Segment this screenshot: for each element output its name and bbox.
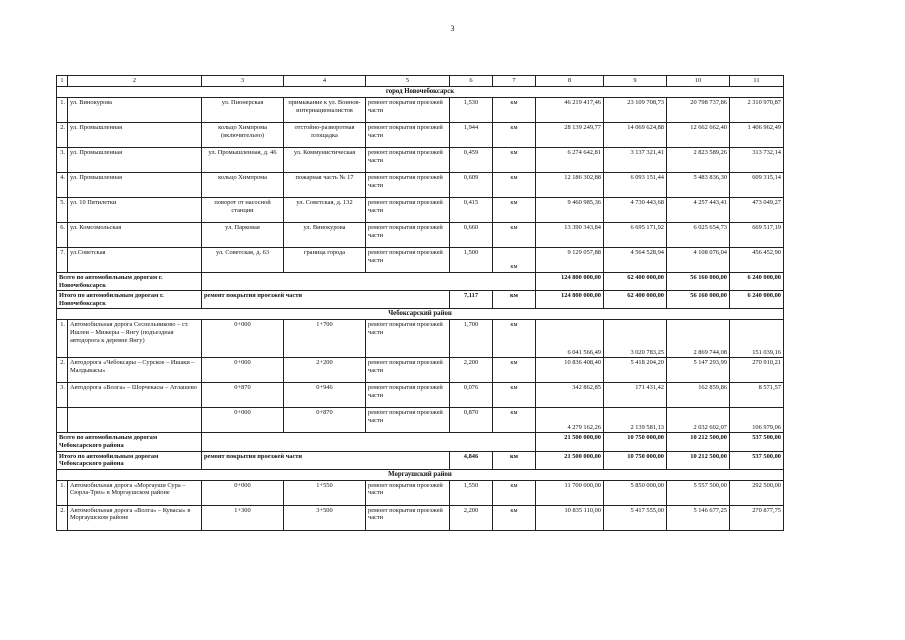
work-type: ремонт покрытия проезжей части [366,358,450,383]
segment-start: 0+000 [202,408,284,433]
table-row [57,248,784,273]
row-number: 1. [57,480,68,505]
segment-end: 2+200 [284,358,366,383]
federal-amount: 5 418 204,20 [604,358,667,383]
federal-amount: 14 069 624,88 [604,123,667,148]
segment-end: 0+946 [284,383,366,408]
section-title: Моргаушский район [57,469,784,480]
road-name: ул. Промышленная [68,173,202,198]
total-amount: 46 219 417,46 [536,98,604,123]
row-number [57,408,68,433]
grand-total-total: 124 800 000,00 [536,291,604,309]
table-row [57,148,784,173]
segment-start: 0+000 [202,358,284,383]
column-number: 4 [284,76,366,87]
length: 1,700 [450,320,493,358]
segment-start: кольцо Химпрома (включительно) [202,123,284,148]
total-amount: 11 700 000,00 [536,480,604,505]
subtotal-republic: 56 160 000,00 [667,273,730,291]
subtotal-label: Всего по автомобильным дорогам г. Новочебоксарск [57,273,202,291]
road-name: ул. Винокурова [68,98,202,123]
total-amount: 4 279 162,26 [536,408,604,433]
unit: км [493,505,536,530]
work-type: ремонт покрытия проезжей части [366,408,450,433]
row-number: 2. [57,505,68,530]
table-row [57,173,784,198]
segment-end: ул. Коммунистическая [284,148,366,173]
total-amount: 10 836 408,40 [536,358,604,383]
row-number: 4. [57,173,68,198]
federal-amount: 3 020 783,25 [604,320,667,358]
federal-amount: 5 850 000,00 [604,480,667,505]
republic-amount: 5 483 836,30 [667,173,730,198]
republic-amount: 4 257 443,41 [667,198,730,223]
republic-amount: 5 146 677,25 [667,505,730,530]
federal-amount: 4 564 528,94 [604,248,667,273]
table-row [57,98,784,123]
unit: км [493,320,536,358]
municipal-amount: 151 039,16 [730,320,784,358]
road-name: ул.Советская [68,248,202,273]
unit: км [493,480,536,505]
republic-amount: 162 859,86 [667,383,730,408]
empty-cell [202,273,536,291]
federal-amount: 3 137 321,41 [604,148,667,173]
total-amount: 28 139 249,77 [536,123,604,148]
column-number: 10 [667,76,730,87]
municipal-amount: 609 315,14 [730,173,784,198]
grand-total-row [57,291,784,309]
column-number: 3 [202,76,284,87]
municipal-amount: 292 500,00 [730,480,784,505]
grand-total-label: Итого по автомобильным дорогам Чебоксарского района [57,451,202,469]
federal-amount: 4 730 443,68 [604,198,667,223]
table-row [57,480,784,505]
unit: км [493,148,536,173]
unit: км [493,123,536,148]
table-row [57,408,784,433]
unit: км [493,98,536,123]
work-type: ремонт покрытия проезжей части [366,480,450,505]
page-number: 3 [450,24,455,33]
length: 1,550 [450,480,493,505]
section-title-row [57,469,784,480]
segment-start: 0+000 [202,480,284,505]
grand-total-length: 7,117 [450,291,493,309]
section-title-row [57,309,784,320]
road-name: ул. Промышленная [68,123,202,148]
segment-start: ул. Пионерская [202,98,284,123]
federal-amount: 2 139 581,13 [604,408,667,433]
road-repair-table [56,75,784,531]
road-name: Автомобильная дорога «Волга» – Кувасы» в Моргаушском районе [68,505,202,530]
republic-amount: 12 662 662,40 [667,123,730,148]
municipal-amount: 473 049,27 [730,198,784,223]
segment-end: ул. Советская, д. 132 [284,198,366,223]
row-number: 1. [57,98,68,123]
grand-total-total: 21 500 000,00 [536,451,604,469]
grand-total-unit: км [493,291,536,309]
segment-start: ул. Промышленная, д. 46 [202,148,284,173]
section-title: Чебоксарский район [57,309,784,320]
subtotal-row [57,273,784,291]
total-amount: 342 862,85 [536,383,604,408]
unit: км [493,173,536,198]
municipal-amount: 313 732,14 [730,148,784,173]
road-name: ул. Промышленная [68,148,202,173]
subtotal-total: 124 800 000,00 [536,273,604,291]
column-number: 1 [57,76,68,87]
road-name: Автодорога «Волга» – Шорчекасы – Атлашево [68,383,202,408]
subtotal-federal: 62 400 000,00 [604,273,667,291]
unit: км [493,198,536,223]
length: 1,944 [450,123,493,148]
unit: км [493,248,536,273]
segment-end: примыкание к ул. Воинов-интернационалистов [284,98,366,123]
segment-start: 0+000 [202,320,284,358]
table-row [57,223,784,248]
row-number: 3. [57,383,68,408]
length: 2,200 [450,358,493,383]
subtotal-republic: 10 212 500,00 [667,433,730,451]
segment-end: граница города [284,248,366,273]
row-number: 1. [57,320,68,358]
length: 0,076 [450,383,493,408]
grand-total-unit: км [493,451,536,469]
unit: км [493,358,536,383]
length: 0,660 [450,223,493,248]
work-type: ремонт покрытия проезжей части [366,223,450,248]
segment-start: 1+300 [202,505,284,530]
grand-total-federal: 62 400 000,00 [604,291,667,309]
table-row [57,358,784,383]
federal-amount: 171 431,42 [604,383,667,408]
subtotal-label: Всего по автомобильным дорогам Чебоксарского района [57,433,202,451]
row-number: 2. [57,358,68,383]
column-number: 8 [536,76,604,87]
table-row [57,198,784,223]
length: 1,500 [450,248,493,273]
column-number: 5 [366,76,450,87]
republic-amount: 2 823 589,26 [667,148,730,173]
segment-start: 0+870 [202,383,284,408]
total-amount: 12 186 302,88 [536,173,604,198]
segment-end: пожарная часть № 17 [284,173,366,198]
subtotal-total: 21 500 000,00 [536,433,604,451]
row-number: 7. [57,248,68,273]
column-number: 11 [730,76,784,87]
length: 0,870 [450,408,493,433]
grand-total-municipal: 537 500,00 [730,451,784,469]
work-type: ремонт покрытия проезжей части [366,173,450,198]
road-name: ул. 10 Пятилетки [68,198,202,223]
segment-end: 0+870 [284,408,366,433]
federal-amount: 6 093 151,44 [604,173,667,198]
road-name: ул. Комсомольская [68,223,202,248]
table-row [57,505,784,530]
grand-total-label: Итого по автомобильным дорогам г. Новочебоксарск [57,291,202,309]
column-number: 7 [493,76,536,87]
work-type: ремонт покрытия проезжей части [366,383,450,408]
subtotal-row [57,433,784,451]
municipal-amount: 8 571,57 [730,383,784,408]
unit: км [493,383,536,408]
segment-end: 1+550 [284,480,366,505]
subtotal-municipal: 537 500,00 [730,433,784,451]
segment-start: ул. Парковая [202,223,284,248]
republic-amount: 2 869 744,08 [667,320,730,358]
grand-total-work: ремонт покрытия проезжей части [202,291,450,309]
republic-amount: 20 798 737,86 [667,98,730,123]
unit: км [493,223,536,248]
segment-end: ул. Винокурова [284,223,366,248]
section-title: город Новочебоксарск [57,87,784,98]
road-name: Автодорога «Чебоксары – Сурское – Ишаки – Малдыкасы» [68,358,202,383]
total-amount: 9 129 057,88 [536,248,604,273]
segment-end: отстойно-разворотная площадка [284,123,366,148]
segment-end: 1+700 [284,320,366,358]
municipal-amount: 669 517,19 [730,223,784,248]
republic-amount: 5 557 500,00 [667,480,730,505]
total-amount: 6 274 642,81 [536,148,604,173]
work-type: ремонт покрытия проезжей части [366,320,450,358]
grand-total-row [57,451,784,469]
grand-total-work: ремонт покрытия проезжей части [202,451,450,469]
column-number: 6 [450,76,493,87]
row-number: 5. [57,198,68,223]
grand-total-republic: 56 160 000,00 [667,291,730,309]
road-name: Автомобильная дорога Сеспельниково – ст. Ишлеи – Мижеры – Янгу (подъездная автодорога к деревне Янгу) [68,320,202,358]
total-amount: 10 835 110,00 [536,505,604,530]
grand-total-republic: 10 212 500,00 [667,451,730,469]
section-title-row [57,87,784,98]
republic-amount: 5 147 293,99 [667,358,730,383]
work-type: ремонт покрытия проезжей части [366,505,450,530]
segment-start: поворот от насосной станции [202,198,284,223]
federal-amount: 23 109 708,73 [604,98,667,123]
work-type: ремонт покрытия проезжей части [366,98,450,123]
length: 1,530 [450,98,493,123]
empty-cell [202,433,536,451]
row-number: 6. [57,223,68,248]
table-row [57,320,784,358]
grand-total-length: 4,846 [450,451,493,469]
road-name [68,408,202,433]
municipal-amount: 106 979,06 [730,408,784,433]
segment-start: ул. Советская, д. 63 [202,248,284,273]
republic-amount: 4 108 076,04 [667,248,730,273]
segment-start: кольцо Химпрома [202,173,284,198]
length: 2,200 [450,505,493,530]
column-number: 2 [68,76,202,87]
subtotal-municipal: 6 240 000,00 [730,273,784,291]
work-type: ремонт покрытия проезжей части [366,248,450,273]
work-type: ремонт покрытия проезжей части [366,123,450,148]
republic-amount: 6 025 654,73 [667,223,730,248]
length: 0,609 [450,173,493,198]
length: 0,415 [450,198,493,223]
table-row [57,123,784,148]
federal-amount: 5 417 555,00 [604,505,667,530]
municipal-amount: 2 310 970,87 [730,98,784,123]
work-type: ремонт покрытия проезжей части [366,148,450,173]
subtotal-federal: 10 750 000,00 [604,433,667,451]
row-number: 2. [57,123,68,148]
republic-amount: 2 032 602,07 [667,408,730,433]
unit: км [493,408,536,433]
municipal-amount: 270 910,21 [730,358,784,383]
grand-total-federal: 10 750 000,00 [604,451,667,469]
table-row [57,383,784,408]
road-name: Автомобильная дорога «Моргауши Сура – Сюрла-Трю» в Моргаушском районе [68,480,202,505]
work-type: ремонт покрытия проезжей части [366,198,450,223]
column-number-row [57,76,784,87]
total-amount: 13 390 343,84 [536,223,604,248]
total-amount: 9 460 985,36 [536,198,604,223]
segment-end: 3+500 [284,505,366,530]
municipal-amount: 270 877,75 [730,505,784,530]
federal-amount: 6 695 171,92 [604,223,667,248]
grand-total-municipal: 6 240 000,00 [730,291,784,309]
municipal-amount: 456 452,90 [730,248,784,273]
length: 0,459 [450,148,493,173]
row-number: 3. [57,148,68,173]
total-amount: 6 041 566,49 [536,320,604,358]
municipal-amount: 1 406 962,49 [730,123,784,148]
column-number: 9 [604,76,667,87]
